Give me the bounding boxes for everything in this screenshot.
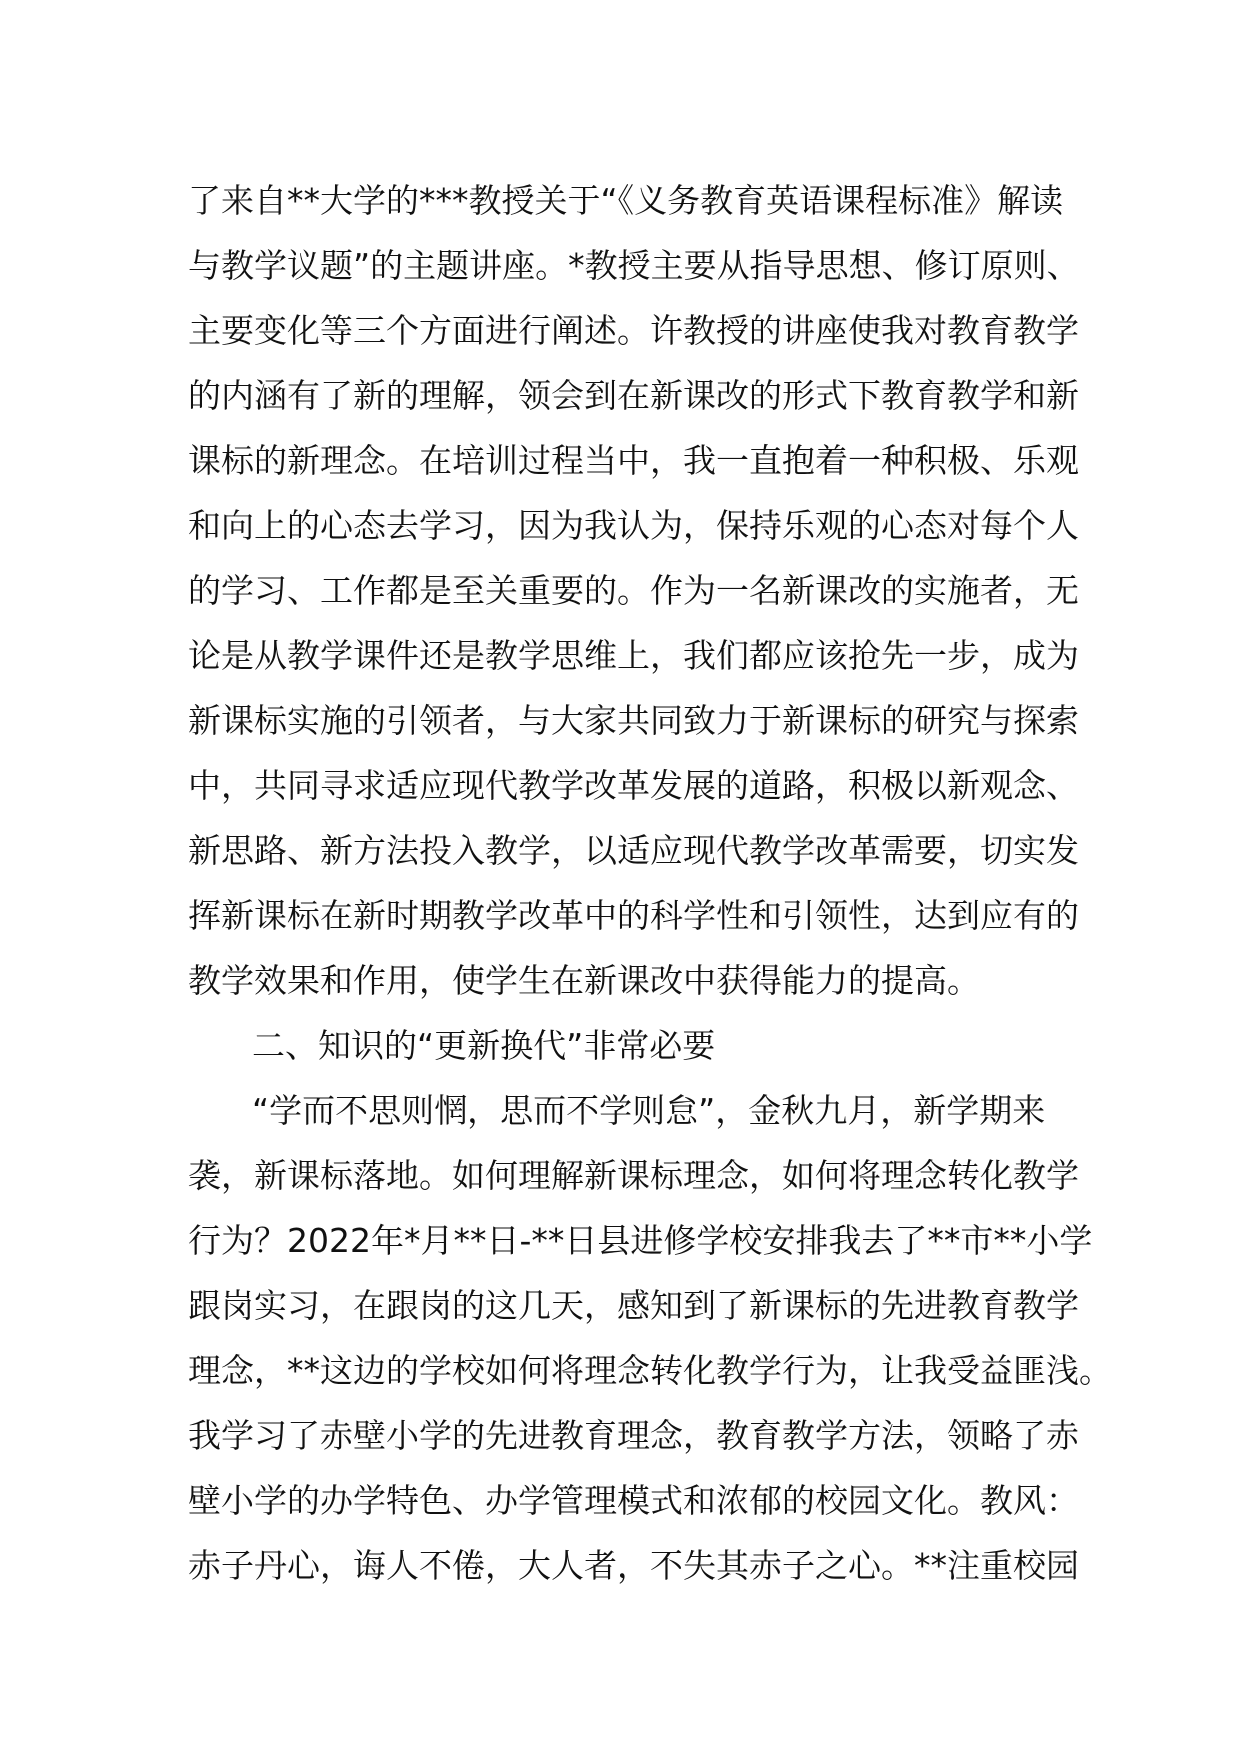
text-line: 赤子丹心，诲人不倦，大人者，不失其赤子之心。**注重校园 (188, 1546, 1079, 1585)
section-heading: 二、知识的“更新换代”非常必要 (252, 1026, 716, 1065)
text-line: 壁小学的办学特色、办学管理模式和浓郁的校园文化。教风： (188, 1481, 1079, 1520)
text-line: 理念，**这边的学校如何将理念转化教学行为，让我受益匪浅。 (188, 1351, 1112, 1390)
text-line: 了来自**大学的***教授关于“《义务教育英语课程标准》解读 (188, 181, 1064, 220)
text-line: 论是从教学课件还是教学思维上，我们都应该抢先一步，成为 (188, 636, 1079, 675)
text-line: 的学习、工作都是至关重要的。作为一名新课改的实施者，无 (188, 571, 1079, 610)
text-line: 我学习了赤壁小学的先进教育理念，教育教学方法，领略了赤 (188, 1416, 1079, 1455)
text-line: 中，共同寻求适应现代教学改革发展的道路，积极以新观念、 (188, 766, 1079, 805)
body-text (188, 168, 1112, 1598)
text-line: 教学效果和作用，使学生在新课改中获得能力的提高。 (188, 961, 980, 1000)
text-line: 挥新课标在新时期教学改革中的科学性和引领性，达到应有的 (188, 896, 1079, 935)
text-line: 主要变化等三个方面进行阐述。许教授的讲座使我对教育教学 (188, 311, 1079, 350)
text-line: 和向上的心态去学习，因为我认为，保持乐观的心态对每个人 (188, 506, 1079, 545)
text-line: 跟岗实习，在跟岗的这几天，感知到了新课标的先进教育教学 (188, 1286, 1079, 1325)
paragraph-start-line: “学而不思则惘，思而不学则怠”，金秋九月，新学期来 (252, 1091, 1046, 1130)
text-line: 行为？2022年*月**日-**日县进修学校安排我去了**市**小学 (188, 1221, 1093, 1260)
text-line: 新思路、新方法投入教学，以适应现代教学改革需要，切实发 (188, 831, 1079, 870)
text-line: 的内涵有了新的理解，领会到在新课改的形式下教育教学和新 (188, 376, 1079, 415)
text-line: 与教学议题”的主题讲座。*教授主要从指导思想、修订原则、 (188, 246, 1080, 285)
text-line: 课标的新理念。在培训过程当中，我一直抱着一种积极、乐观 (188, 441, 1079, 480)
text-line: 袭，新课标落地。如何理解新课标理念，如何将理念转化教学 (188, 1156, 1079, 1195)
text-line: 新课标实施的引领者，与大家共同致力于新课标的研究与探索 (188, 701, 1079, 740)
